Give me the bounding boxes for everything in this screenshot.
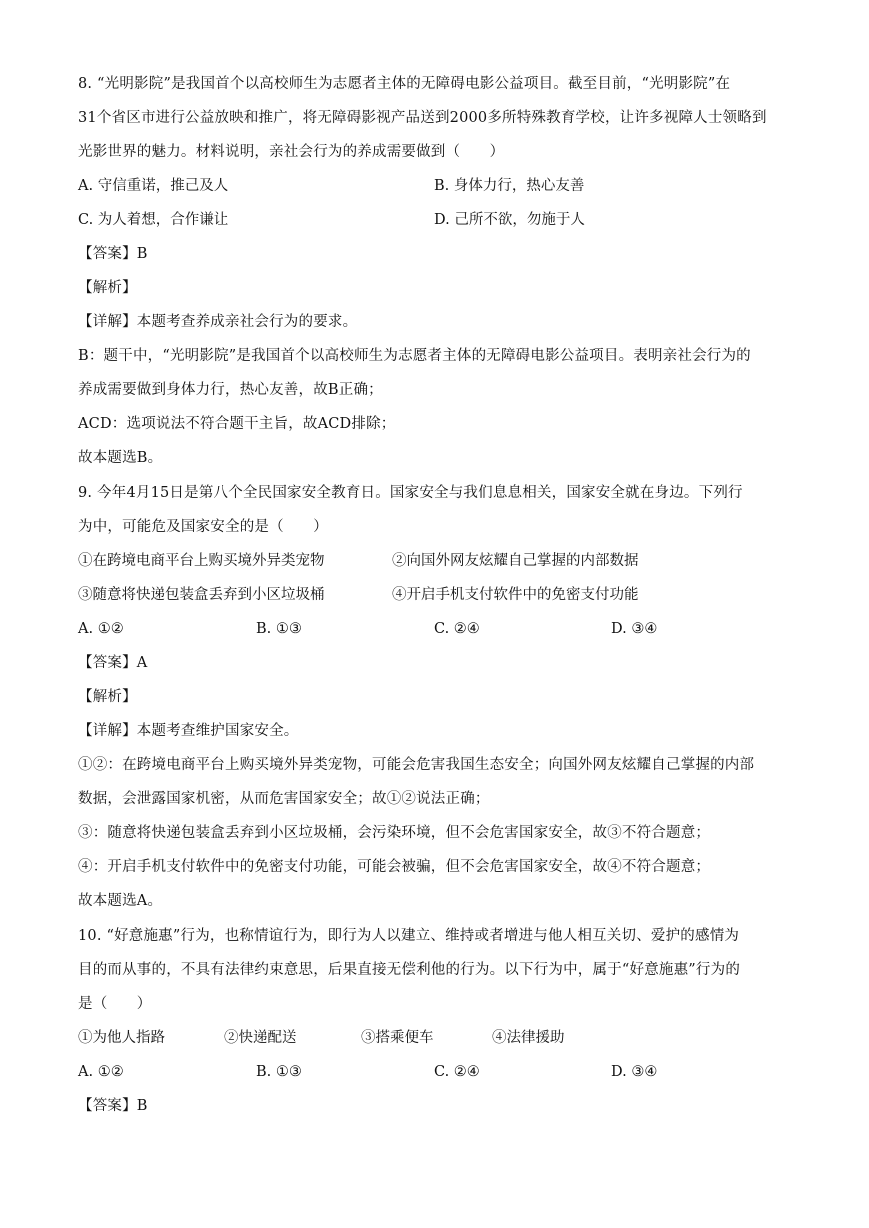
q10-option-c: C. ②④ [434, 1064, 480, 1080]
q10-item-3: ③搭乘便车 [361, 1030, 434, 1046]
q9-item-2: ②向国外网友炫耀自己掌握的内部数据 [392, 553, 639, 569]
q9-item-1: ①在跨境电商平台上购买境外异类宠物 [78, 553, 325, 569]
q9-detail-line-6: 故本题选A。 [78, 893, 163, 909]
q8-detail-line-4: ACD：选项说法不符合题干主旨，故ACD排除； [78, 416, 396, 432]
q8-detail-line-2: B：题干中，“光明影院”是我国首个以高校师生为志愿者主体的无障碍电影公益项目。表明亲社会行为的 [78, 348, 751, 364]
q10-stem-line-2: 目的而从事的，不具有法律约束意思，后果直接无偿利他的行为。以下行为中，属于“好意施惠”行为的 [78, 962, 741, 978]
q8-option-c: C. 为人着想，合作谦让 [78, 212, 229, 228]
q9-detail-line-3: 数据，会泄露国家机密，从而危害国家安全；故①②说法正确； [78, 791, 490, 807]
q8-stem-line-3: 光影世界的魅力。材料说明，亲社会行为的养成需要做到（ ） [78, 144, 505, 160]
q10-option-d: D. ③④ [611, 1064, 658, 1080]
q8-option-a: A. 守信重诺，推己及人 [78, 178, 229, 194]
q8-detail-line-5: 故本题选B。 [78, 450, 163, 466]
q9-option-b: B. ①③ [256, 621, 302, 637]
q8-option-d: D. 己所不欲，勿施于人 [434, 212, 585, 228]
q9-option-d: D. ③④ [611, 621, 658, 637]
q9-detail-line-1: 【详解】本题考查维护国家安全。 [78, 723, 299, 739]
q10-stem-line-3: 是（ ） [78, 996, 152, 1012]
q8-stem-line-2: 31个省区市进行公益放映和推广，将无障碍影视产品送到2000多所特殊教育学校，让许多视障人士领略到 [78, 110, 767, 126]
q8-detail-line-3: 养成需要做到身体力行，热心友善，故B正确； [78, 382, 383, 398]
q9-detail-line-4: ③：随意将快递包装盒丢弃到小区垃圾桶，会污染环境，但不会危害国家安全，故③不符合题意； [78, 825, 711, 841]
q10-item-4: ④法律援助 [492, 1030, 565, 1046]
q8-detail-line-1: 【详解】本题考查养成亲社会行为的要求。 [78, 314, 358, 330]
q9-option-a: A. ①② [78, 621, 124, 637]
q9-detail-line-5: ④：开启手机支付软件中的免密支付功能，可能会被骗，但不会危害国家安全，故④不符合题意； [78, 859, 711, 875]
q10-item-1: ①为他人指路 [78, 1030, 165, 1046]
q10-answer: 【答案】B [78, 1098, 148, 1114]
q10-item-2: ②快递配送 [224, 1030, 297, 1046]
q9-detail-line-2: ①②：在跨境电商平台上购买境外异类宠物，可能会危害我国生态安全；向国外网友炫耀自己掌握的内部 [78, 757, 755, 773]
q8-analysis-heading: 【解析】 [78, 280, 137, 296]
q9-analysis-heading: 【解析】 [78, 689, 137, 705]
q9-stem-line-1: 9. 今年4月15日是第八个全民国家安全教育日。国家安全与我们息息相关，国家安全就在身边。下列行 [78, 485, 743, 501]
q10-stem-line-1: 10. “好意施惠”行为，也称情谊行为，即行为人以建立、维持或者增进与他人相互关切、爱护的感情为 [78, 928, 740, 944]
q9-option-c: C. ②④ [434, 621, 480, 637]
q9-answer: 【答案】A [78, 655, 148, 671]
q9-item-3: ③随意将快递包装盒丢弃到小区垃圾桶 [78, 587, 325, 603]
q8-stem-line-1: 8. “光明影院”是我国首个以高校师生为志愿者主体的无障碍电影公益项目。截至目前，“光明影院”在 [78, 76, 731, 92]
q9-item-4: ④开启手机支付软件中的免密支付功能 [392, 587, 639, 603]
q10-option-a: A. ①② [78, 1064, 124, 1080]
q8-option-b: B. 身体力行，热心友善 [434, 178, 585, 194]
q8-answer: 【答案】B [78, 246, 148, 262]
q9-stem-line-2: 为中，可能危及国家安全的是（ ） [78, 519, 328, 535]
q10-option-b: B. ①③ [256, 1064, 302, 1080]
